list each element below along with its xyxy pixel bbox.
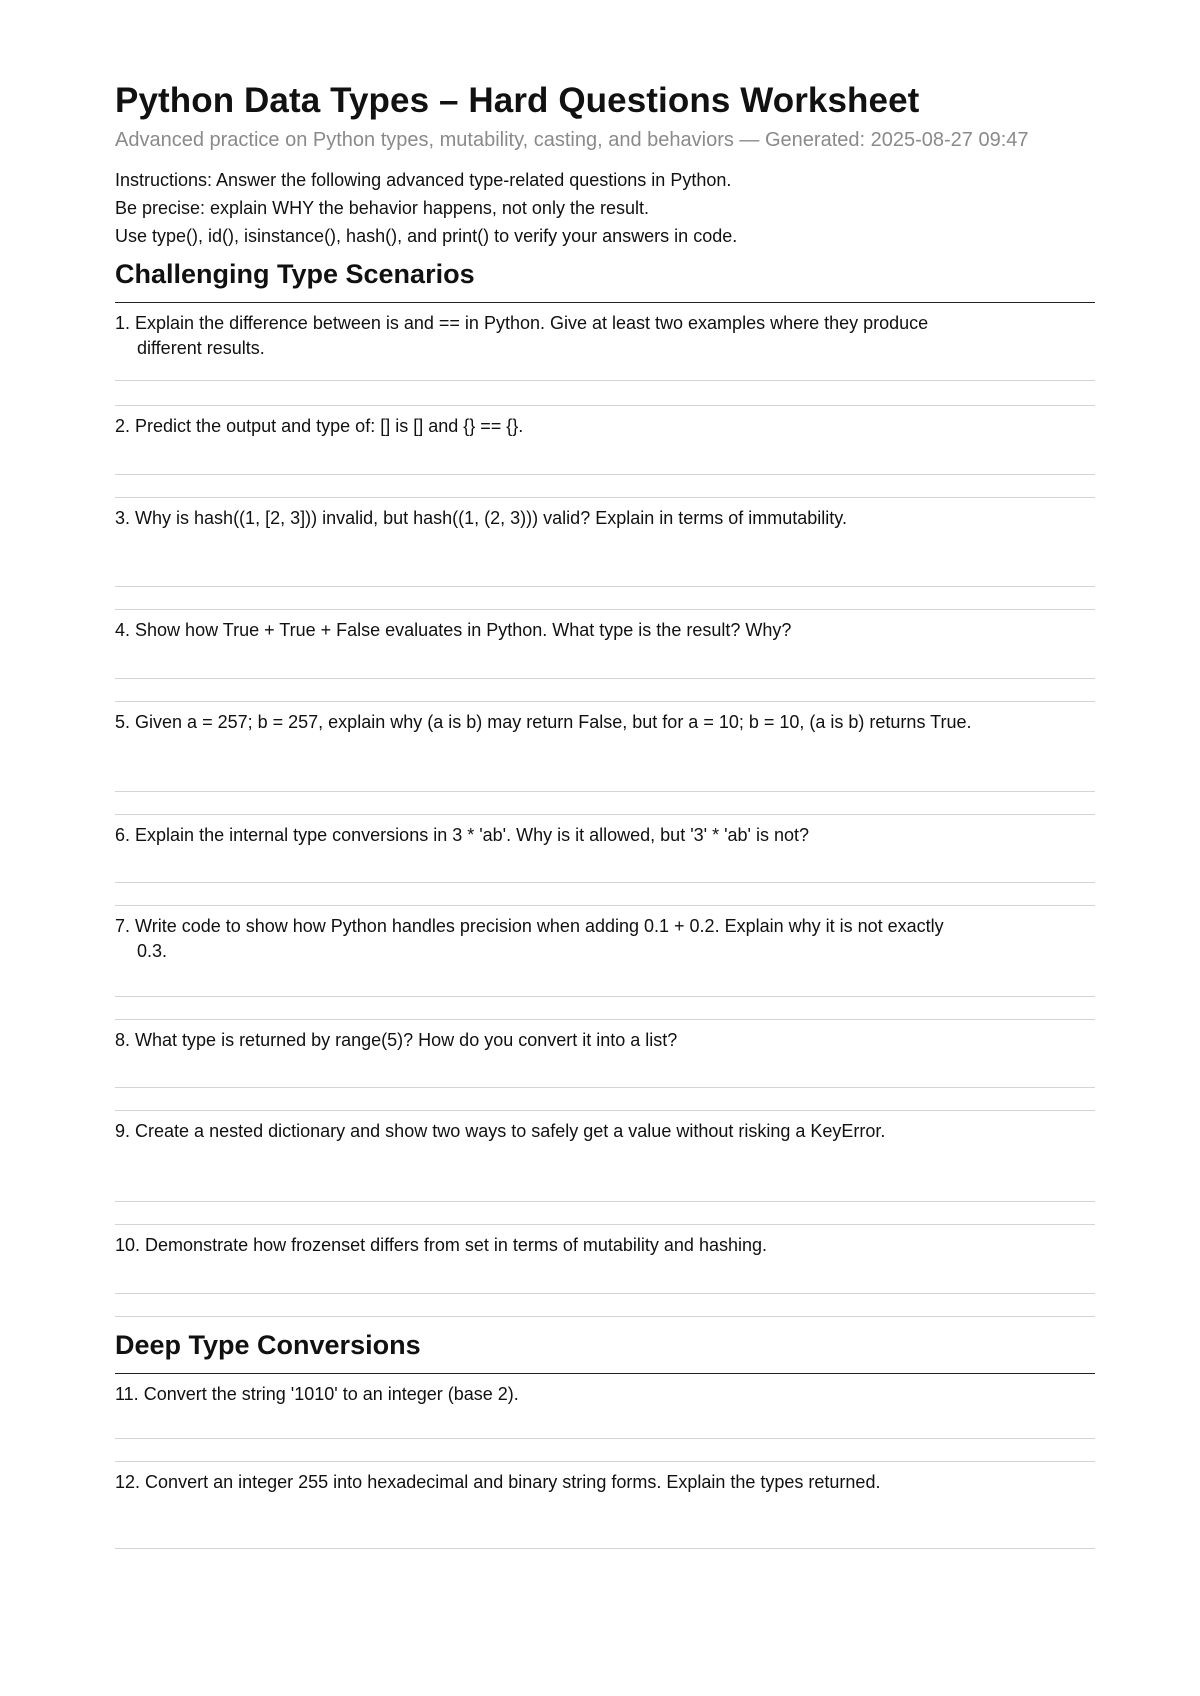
question-text: Explain the difference between is and == in Python. Give at least two examples where they produce different results. [135, 313, 929, 358]
question-item [115, 1111, 1095, 1201]
question-text: Given a = 257; b = 257, explain why (a is b) may return False, but for a = 10; b = 10, (a is b) returns True. [135, 712, 972, 732]
question-item [115, 1020, 1095, 1087]
question-number: 12. [115, 1472, 141, 1492]
question-number: 4. [115, 620, 131, 640]
question-number: 7. [115, 916, 131, 936]
question-item [115, 498, 1095, 586]
answer-line[interactable] [115, 1548, 1095, 1549]
question-text: What type is returned by range(5)? How do you convert it into a list? [135, 1030, 678, 1050]
instruction-line: Use type(), id(), isinstance(), hash(), and print() to verify your answers in code. [115, 226, 738, 246]
worksheet-page [115, 78, 1095, 1549]
question-number: 11. [115, 1384, 139, 1404]
question-item [115, 1374, 1095, 1438]
question-text: Convert the string '1010' to an integer (base 2). [143, 1384, 519, 1404]
question-number: 5. [115, 712, 131, 732]
question-text: Convert an integer 255 into hexadecimal and binary string forms. Explain the types returned. [145, 1472, 881, 1492]
instruction-line: Be precise: explain WHY the behavior happens, not only the result. [115, 198, 649, 218]
question-item [115, 406, 1095, 474]
instruction-line: Instructions: Answer the following advanced type-related questions in Python. [115, 170, 732, 190]
section-challenging-type-scenarios [115, 256, 1095, 1317]
question-item [115, 1225, 1095, 1293]
question-item [115, 815, 1095, 882]
question-text: Write code to show how Python handles precision when adding 0.1 + 0.2. Explain why it is not exactly 0.3. [135, 916, 944, 961]
question-text: Predict the output and type of: [] is [] and {} == {}. [135, 416, 524, 436]
answer-line[interactable] [115, 1316, 1095, 1317]
question-text: Create a nested dictionary and show two ways to safely get a value without risking a KeyError. [135, 1121, 886, 1141]
question-item [115, 303, 1095, 380]
question-number: 2. [115, 416, 131, 436]
section-title: Challenging Type Scenarios [115, 259, 475, 289]
question-text: Why is hash((1, [2, 3])) invalid, but hash((1, (2, 3))) valid? Explain in terms of immutability. [135, 508, 847, 528]
question-item [115, 906, 1095, 996]
question-number: 10. [115, 1235, 141, 1255]
page-title: Python Data Types – Hard Questions Worksheet [115, 81, 920, 120]
section-title: Deep Type Conversions [115, 1330, 421, 1360]
question-text: Demonstrate how frozenset differs from set in terms of mutability and hashing. [145, 1235, 767, 1255]
page-subtitle: Advanced practice on Python types, mutability, casting, and behaviors — Generated: 2025-08-27 09:47 [115, 129, 1029, 151]
section-deep-type-conversions [115, 1327, 1095, 1549]
question-number: 3. [115, 508, 131, 528]
question-number: 9. [115, 1121, 131, 1141]
question-item [115, 1462, 1095, 1548]
question-text: Explain the internal type conversions in 3 * 'ab'. Why is it allowed, but '3' * 'ab' is not? [135, 825, 810, 845]
question-text: Show how True + True + False evaluates in Python. What type is the result? Why? [135, 620, 792, 640]
question-item [115, 610, 1095, 678]
question-number: 8. [115, 1030, 131, 1050]
question-number: 1. [115, 313, 131, 333]
question-number: 6. [115, 825, 131, 845]
question-item [115, 702, 1095, 791]
instructions [115, 166, 1095, 250]
